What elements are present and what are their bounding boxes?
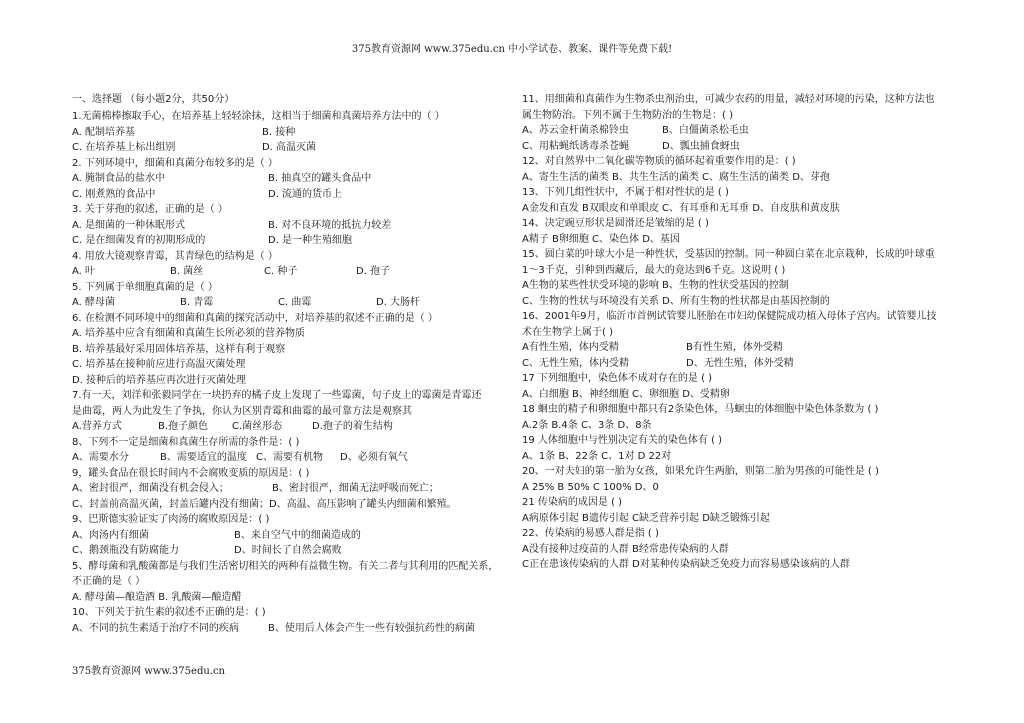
line-text: 1～3千克，引种到西藏后，最大的竟达到6千克。这说明 ( ) [522, 264, 786, 276]
option-text: B. 菌丝 [170, 266, 204, 277]
text-line [522, 356, 962, 372]
text-line [522, 371, 962, 387]
option-text: B. 接种 [262, 126, 296, 138]
text-line [522, 495, 962, 511]
text-line [522, 247, 962, 263]
line-text: 15、圆白菜的叶球大小是一种性状，受基因的控制。同一种圆白菜在北京栽种，长成的叶球重 [522, 249, 935, 260]
text-line [72, 621, 504, 637]
option-text: C. 种子 [264, 266, 298, 277]
line-text: 3. 关于芽孢的叙述，正确的是（ ） [72, 204, 228, 215]
option-text: D. 流通的货币上 [268, 188, 343, 200]
line-text: 12、对自然界中二氧化碳等物质的循环起着重要作用的是：( ) [522, 156, 796, 167]
text-line [72, 202, 504, 218]
line-text: D. 接种后的培养基应再次进行灭菌处理 [72, 374, 247, 386]
line-text: 21 传染病的成因是 ( ) [522, 497, 623, 508]
line-text: C. 刚煮熟的食品中 [72, 188, 156, 200]
line-text: 14、决定豌豆形状是圆滑还是皱缩的是 ( ) [522, 218, 709, 229]
line-text: A.2条 B.4条 C、3条 D、8条 [522, 419, 652, 431]
text-line [72, 92, 504, 109]
text-line [522, 387, 962, 403]
line-text: A、不同的抗生素适于治疗不同的疾病 [72, 622, 239, 634]
line-text: 1.无菌棉棒擦取手心，在培养基上轻轻涂抹，这相当于细菌和真菌培养方法中的（ ） [72, 111, 445, 122]
text-line [72, 388, 504, 404]
text-line [522, 294, 962, 310]
option-text: B、需要适宜的温度 [160, 452, 247, 463]
text-line [522, 232, 962, 248]
text-line [72, 512, 504, 528]
text-line [72, 590, 504, 606]
text-line [72, 295, 504, 311]
text-line [72, 125, 504, 141]
option-text: B. 抽真空的罐头食品中 [268, 173, 372, 184]
text-line [522, 526, 962, 542]
line-text: A、白细胞 B、神经细胞 C、卵细胞 D、受精卵 [522, 388, 730, 400]
line-text: C. 在培养基上标出组别 [72, 142, 176, 153]
line-text: A 25% B 50% C 100% D、0 [522, 481, 659, 493]
option-text: D.孢子的着生结构 [312, 421, 393, 432]
line-text: C. 培养基在接种前应进行高温灭菌处理 [72, 359, 246, 370]
text-line [522, 449, 962, 465]
page-header: 375教育资源网 www.375edu.cn 中小学试卷、教案、课件等免费下载! [351, 44, 673, 55]
text-line [522, 185, 962, 201]
line-text: 22、传染病的易感人群是指 ( ) [522, 528, 659, 539]
line-text: C、用粘蝇纸诱毒杀苍蝇 [522, 140, 629, 152]
line-text: 19 人体细胞中与性别决定有关的染色体有 ( ) [522, 435, 723, 446]
line-text: A病原体引起 B遗传引起 C缺乏营养引起 D缺乏锻炼引起 [522, 512, 770, 524]
right-column [522, 92, 962, 573]
line-text: A没有接种过疫苗的人群 B经常患传染病的人群 [522, 543, 729, 555]
text-line [72, 311, 504, 327]
text-line [522, 263, 962, 279]
line-text: A、苏云金杆菌杀棉铃虫 [522, 125, 629, 136]
text-line [522, 340, 962, 356]
option-text: D、无性生殖，体外受精 [686, 357, 794, 369]
line-text: 17 下列细胞中，染色体不成对存在的是 ( ) [522, 373, 713, 384]
line-text: 10、下列关于抗生素的叙述不正确的是：( ) [72, 607, 266, 618]
text-line [522, 433, 962, 449]
line-text: 2. 下列环境中，细菌和真菌分布较多的是（ ） [72, 157, 278, 169]
line-text: 术在生物学上属于( ) [522, 326, 613, 338]
text-line [72, 140, 504, 156]
text-line [72, 326, 504, 342]
line-text: A、1条 B、22条 C、1对 D 22对 [522, 450, 672, 462]
text-line [522, 216, 962, 232]
option-text: B. 对不良环境的抵抗力较差 [268, 219, 392, 231]
text-line [522, 201, 962, 217]
text-line [72, 264, 504, 280]
text-line [522, 464, 962, 480]
line-text: A. 叶 [72, 266, 96, 277]
text-line [72, 373, 504, 389]
line-text: 4. 用放大镜观察青霉，其青绿色的结构是（ ） [72, 250, 278, 262]
option-text: D. 孢子 [356, 266, 391, 277]
text-line [72, 497, 504, 513]
text-line [72, 543, 504, 559]
line-text: A. 配制培养基 [72, 126, 136, 138]
line-text: 5、酵母菌和乳酸菌都是与我们生活密切相关的两种有益微生物。有关二者与其利用的匹配关系， [72, 560, 499, 572]
line-text: A、密封很严，细菌没有机会侵入； [72, 483, 229, 494]
text-line [72, 249, 504, 265]
text-line [522, 170, 962, 186]
text-line [72, 466, 504, 482]
line-text: A有性生殖，体内受精 [522, 342, 619, 353]
text-line [72, 109, 504, 125]
text-line [522, 123, 962, 139]
text-line [522, 418, 962, 434]
line-text: C、封盖前高温灭菌，封盖后罐内没有细菌；D、高温、高压影响了罐头内细菌和繁殖。 [72, 498, 457, 510]
line-text: 5. 下列属于单细胞真菌的是（ ） [72, 281, 218, 293]
line-text: 13、下列几组性状中，不属于相对性状的是 ( ) [522, 187, 729, 198]
text-line [72, 419, 504, 435]
line-text: A. 是细菌的一种休眠形式 [72, 219, 186, 231]
line-text: 8、下列不一定是细菌和真菌生存所需的条件是：( ) [72, 436, 300, 448]
text-line [522, 542, 962, 558]
option-text: B有性生殖，体外受精 [686, 342, 783, 353]
text-line [72, 187, 504, 203]
option-text: B.孢子颜色 [158, 421, 209, 432]
option-text: B. 青霉 [180, 297, 214, 308]
option-text: B、密封很严，细菌无法呼吸而死亡； [272, 483, 439, 494]
text-line [72, 218, 504, 234]
text-line [72, 342, 504, 358]
line-text: 9、巴斯德实验证实了肉汤的腐败原因是：( ) [72, 514, 270, 525]
line-text: B. 培养基最好采用固体培养基，这样有利于观察 [72, 343, 286, 355]
text-line [72, 481, 504, 497]
text-line [72, 156, 504, 172]
line-text: A、需要水分 [72, 452, 129, 463]
text-line [72, 605, 504, 621]
text-line [522, 278, 962, 294]
line-text: 一、选择题 （每小题2分，共50分） [72, 94, 235, 105]
option-text: C. 曲霉 [278, 297, 312, 308]
option-text: D、瓢虫捕食蚜虫 [662, 140, 740, 152]
line-text: 7.有一天，刘洋和张毅同学在一块扔弃的橘子皮上发现了一些霉菌，句子皮上的霉菌是青霉还 [72, 390, 482, 401]
text-line [522, 108, 962, 124]
text-line [522, 139, 962, 155]
line-text: 11、用细菌和真菌作为生物杀虫剂治虫，可减少农药的用量，减轻对环境的污染，这种方法也 [522, 94, 935, 105]
text-line [522, 325, 962, 341]
option-text: D. 是一种生殖细胞 [268, 235, 353, 246]
option-text: D. 高温灭菌 [262, 142, 317, 153]
line-text: C、无性生殖，体内受精 [522, 357, 629, 369]
text-line [522, 154, 962, 170]
option-text: B、使用后人体会产生一些有较强抗药性的病菌 [268, 622, 475, 634]
text-line [72, 528, 504, 544]
line-text: C、生物的性状与环境没有关系 D、所有生物的性状都是由基因控制的 [522, 295, 830, 307]
text-line [72, 574, 504, 590]
option-text: D. 大肠杆 [376, 297, 421, 308]
line-text: 18 蛔虫的精子和卵细胞中都只有2条染色体，马蛔虫的体细胞中染色体条数为 ( ) [522, 404, 879, 415]
line-text: A. 酵母菌 [72, 297, 116, 308]
line-text: 属生物防治。下列不属于生物防治的生物是：( ) [522, 109, 733, 121]
text-line [522, 480, 962, 496]
text-line [72, 450, 504, 466]
line-text: A、寄生生活的菌类 B、共生生活的菌类 C、腐生生活的菌类 D、芽孢 [522, 171, 830, 183]
line-text: 9，罐头食品在很长时间内不会腐败变质的原因是：( ) [72, 467, 310, 479]
line-text: 20、一对夫妇的第一胎为女孩，如果允许生两胎，则第二胎为男孩的可能性是 ( ) [522, 466, 879, 477]
text-line [522, 511, 962, 527]
text-line [72, 435, 504, 451]
text-line [72, 280, 504, 296]
text-line [72, 171, 504, 187]
line-text: A精子 B卵细胞 C、染色体 D、基因 [522, 233, 680, 245]
line-text: A. 酵母菌—酿造酒 B. 乳酸菌—酿造醋 [72, 591, 242, 603]
option-text: D、时间长了自然会腐败 [234, 545, 342, 556]
line-text: 6. 在检测不同环境中的细菌和真菌的探究活动中，对培养基的叙述不正确的是（ ） [72, 312, 438, 324]
text-line [72, 233, 504, 249]
text-line [72, 357, 504, 373]
line-text: A. 培养基中应含有细菌和真菌生长所必须的营养物质 [72, 328, 306, 339]
line-text: A. 腌制食品的盐水中 [72, 173, 166, 184]
line-text: A、肉汤内有细菌 [72, 529, 149, 541]
left-column [72, 92, 504, 636]
option-text: B、来自空气中的细菌造成的 [234, 529, 361, 541]
line-text: C、鹅颈瓶没有防腐能力 [72, 545, 179, 556]
line-text: 是曲霉，两人为此发生了争执，你认为区别青霉和曲霉的最可靠方法是观察其 [72, 405, 412, 417]
text-line [522, 557, 962, 573]
line-text: C正在患该传染病的人群 D对某种传染病缺乏免疫力而容易感染该病的人群 [522, 559, 850, 570]
option-text: C、需要有机物 [256, 452, 323, 463]
line-text: A生物的某些性状受环境的影响 B、生物的性状受基因的控制 [522, 280, 789, 291]
option-text: C.菌丝形态 [232, 421, 283, 432]
text-line [522, 92, 962, 108]
page-footer: 375教育资源网 www.375edu.cn [72, 666, 226, 677]
line-text: C. 是在细菌发育的初期形成的 [72, 235, 206, 246]
text-line [72, 559, 504, 575]
line-text: A.营养方式 [72, 421, 122, 432]
text-line [72, 404, 504, 420]
line-text: 16、2001年9月，临沂市首例试管婴儿胚胎在市妇幼保健院成功植入母体子宫内。试管婴儿技 [522, 311, 937, 322]
text-line [522, 402, 962, 418]
line-text: 不正确的是（ ） [72, 576, 146, 587]
option-text: B、白僵菌杀松毛虫 [662, 125, 749, 136]
text-line [522, 309, 962, 325]
line-text: A金发和直发 B双眼皮和单眼皮 C、有耳垂和无耳垂 D、自皮肤和黄皮肤 [522, 202, 840, 214]
option-text: D、必须有氧气 [340, 452, 408, 463]
